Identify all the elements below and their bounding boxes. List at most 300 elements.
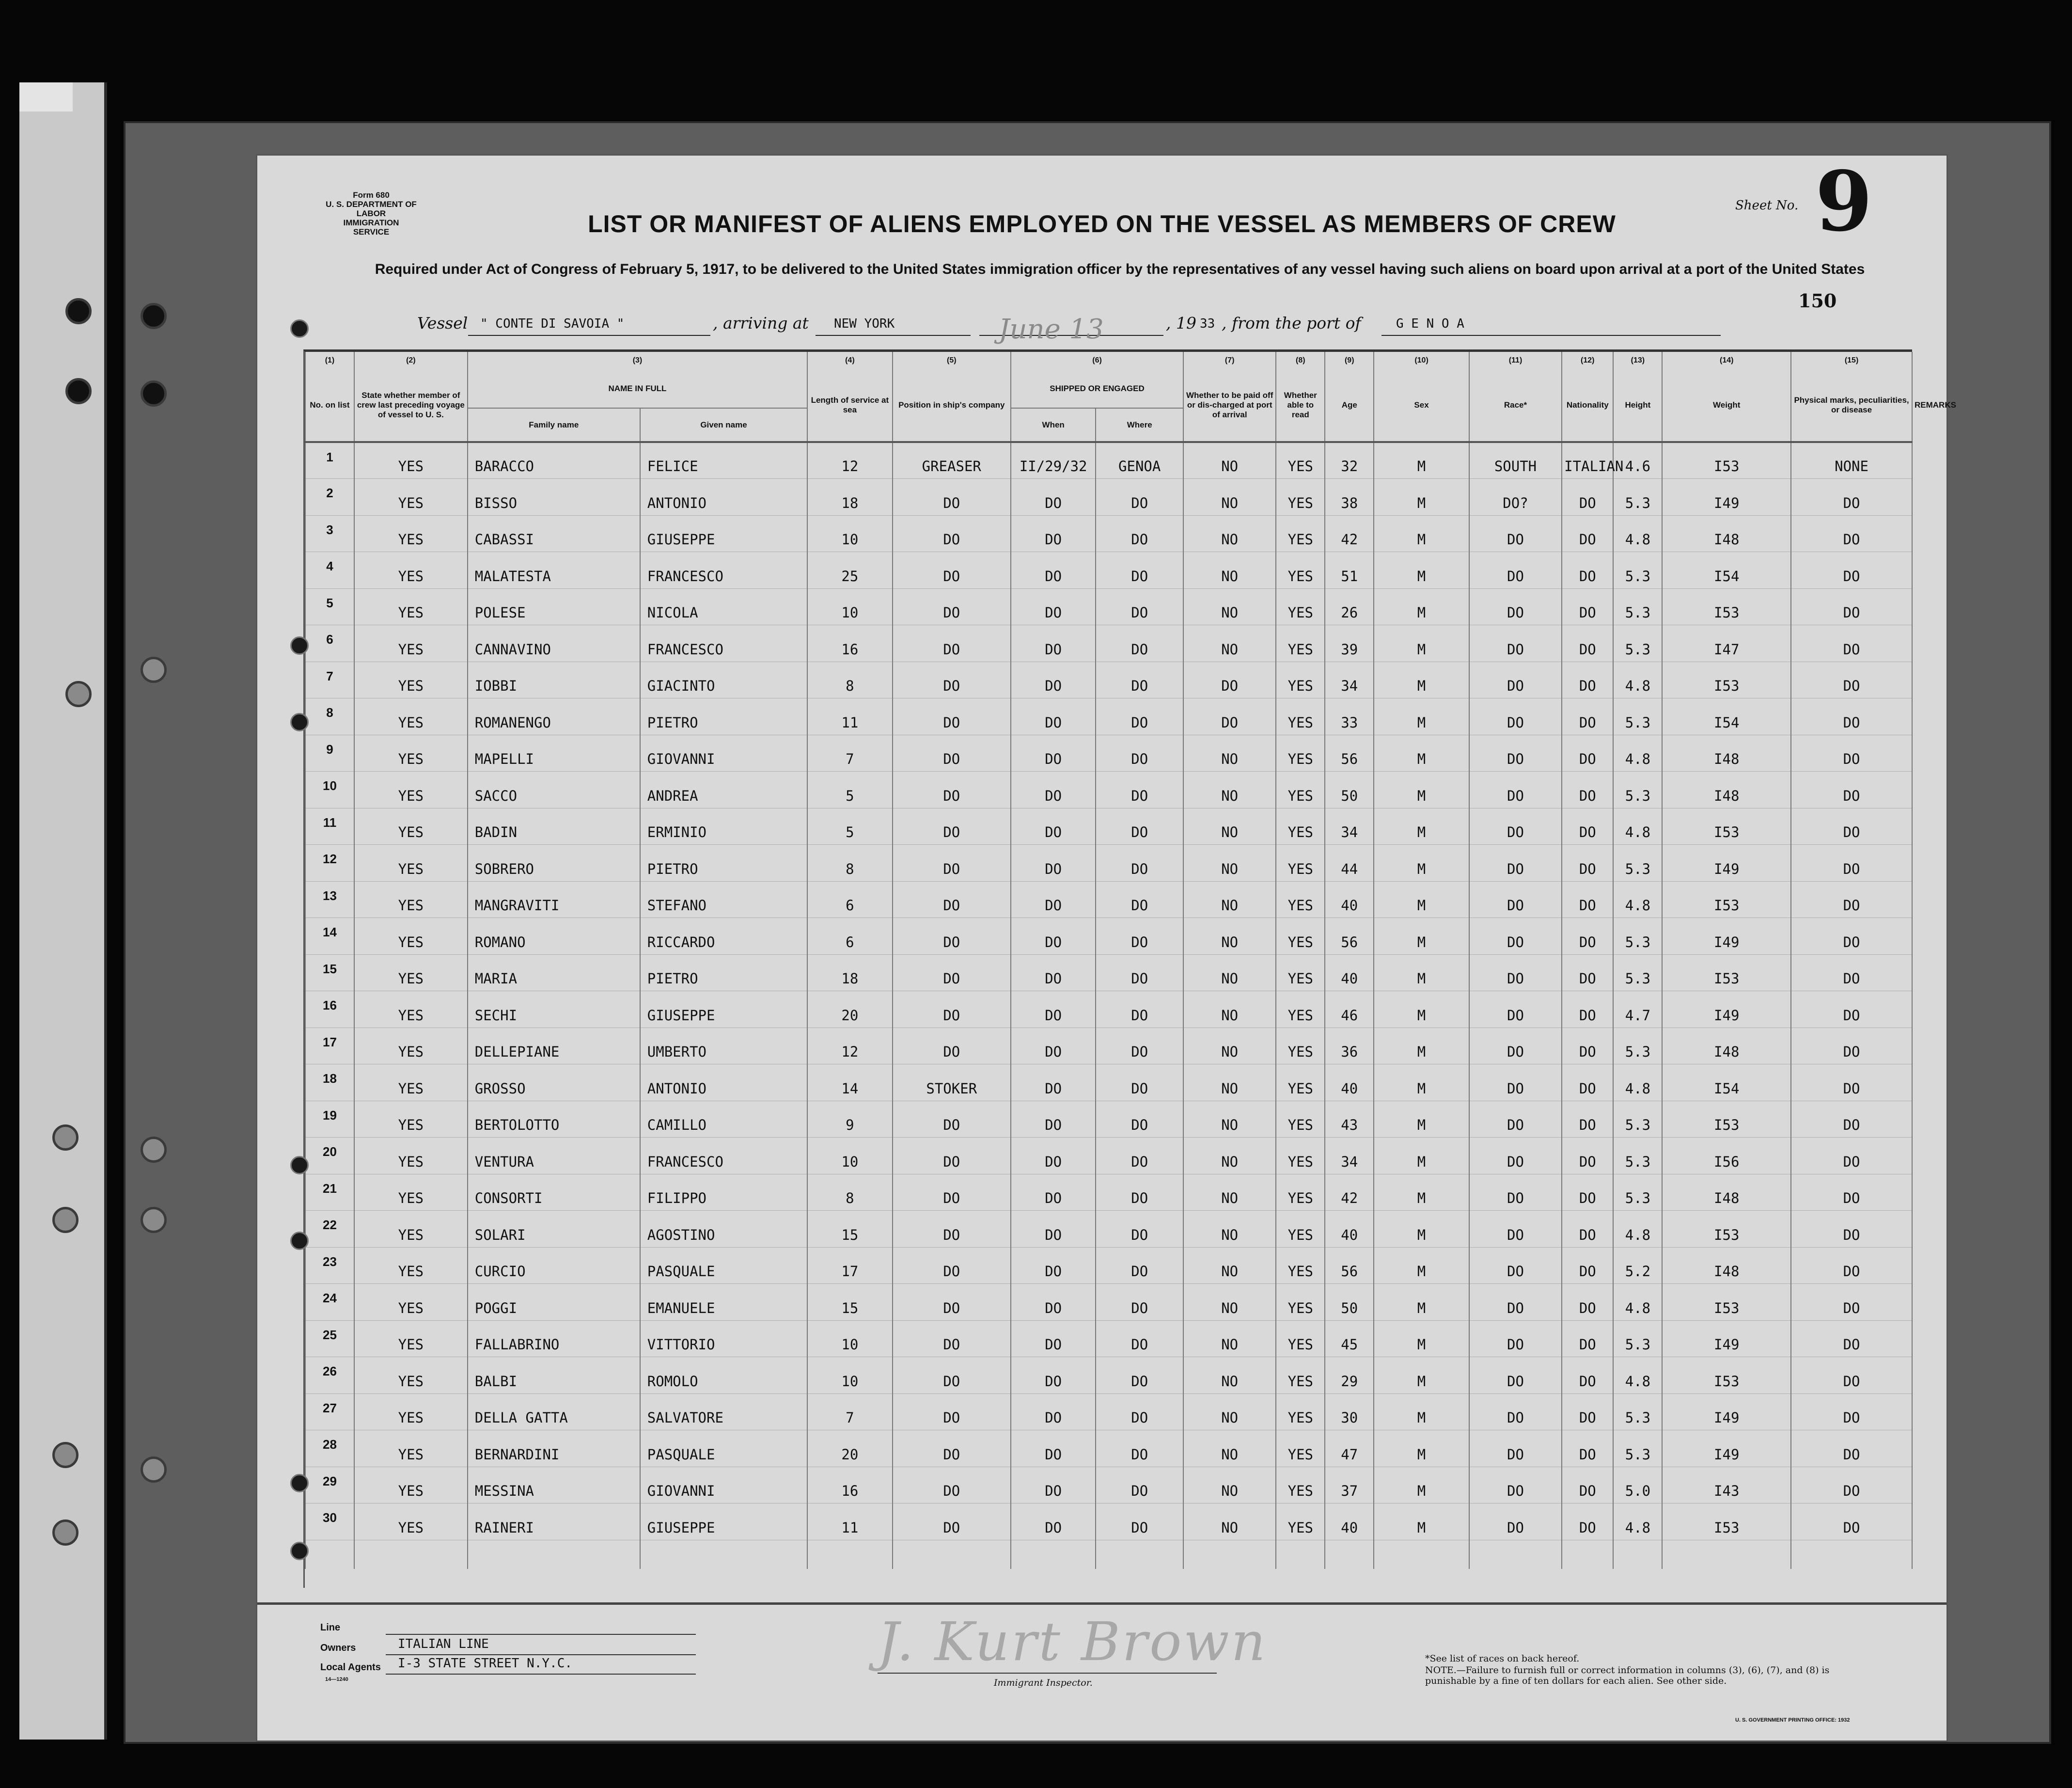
header-weight: Weight: [1662, 369, 1791, 442]
age-cell: 40: [1325, 881, 1374, 918]
nationality-cell: DO: [1562, 1503, 1613, 1540]
height-cell: 4.6: [1613, 442, 1662, 479]
physical-marks-cell: DO: [1791, 552, 1912, 589]
owners-label: Owners: [320, 1643, 356, 1653]
row-number-cell: 26: [305, 1357, 354, 1394]
nationality-cell: DO: [1562, 918, 1613, 955]
given-name-cell: GIOVANNI: [640, 1467, 807, 1503]
position-cell: DO: [893, 698, 1011, 735]
race-cell: DO: [1469, 918, 1562, 955]
given-name-cell: CAMILLO: [640, 1101, 807, 1138]
sex-cell: M: [1374, 808, 1469, 845]
binder-tab: [19, 82, 73, 111]
sex-cell: M: [1374, 1138, 1469, 1174]
from-port: G E N O A: [1396, 316, 1464, 331]
binder-hole: [65, 298, 92, 324]
family-name-cell: CONSORTI: [468, 1174, 640, 1211]
punch-mark: [290, 636, 309, 655]
table-row: [305, 625, 1912, 662]
length-of-service-cell: 10: [807, 515, 892, 552]
header-physical-marks: Physical marks, peculiarities, or disease: [1791, 369, 1912, 442]
sex-cell: M: [1374, 735, 1469, 772]
shipped-when-cell: DO: [1011, 1393, 1096, 1430]
paid-off-cell: NO: [1183, 1101, 1276, 1138]
row-number-cell: 18: [305, 1064, 354, 1101]
race-cell: DO: [1469, 1064, 1562, 1101]
sex-cell: M: [1374, 1284, 1469, 1321]
age-cell: 40: [1325, 954, 1374, 991]
blank-cell: [1469, 1540, 1562, 1569]
sex-cell: M: [1374, 954, 1469, 991]
nationality-cell: DO: [1562, 1028, 1613, 1064]
length-of-service-cell: 10: [807, 588, 892, 625]
nationality-cell: DO: [1562, 1393, 1613, 1430]
binder-hole: [141, 657, 167, 683]
race-cell: DO?: [1469, 479, 1562, 516]
race-cell: DO: [1469, 1028, 1562, 1064]
row-number-cell: 3: [305, 515, 354, 552]
physical-marks-cell: DO: [1791, 1101, 1912, 1138]
binder-hole: [141, 1137, 167, 1163]
physical-marks-cell: DO: [1791, 1430, 1912, 1467]
previous-voyage-cell: YES: [354, 1284, 468, 1321]
shipped-when-cell: DO: [1011, 845, 1096, 882]
family-name-cell: BARACCO: [468, 442, 640, 479]
family-name-cell: MALATESTA: [468, 552, 640, 589]
nationality-cell: DO: [1562, 625, 1613, 662]
able-to-read-cell: YES: [1276, 881, 1325, 918]
physical-marks-cell: DO: [1791, 479, 1912, 516]
punch-mark: [290, 713, 309, 731]
paid-off-cell: NO: [1183, 588, 1276, 625]
shipped-where-cell: DO: [1096, 1284, 1183, 1321]
weight-cell: I53: [1662, 662, 1791, 698]
physical-marks-cell: DO: [1791, 1247, 1912, 1284]
table-row: [305, 808, 1912, 845]
age-cell: 56: [1325, 918, 1374, 955]
signature-line: [878, 1673, 1217, 1674]
age-cell: 51: [1325, 552, 1374, 589]
paid-off-cell: NO: [1183, 808, 1276, 845]
row-number-cell: 25: [305, 1320, 354, 1357]
height-cell: 4.8: [1613, 662, 1662, 698]
position-cell: DO: [893, 1138, 1011, 1174]
family-name-cell: DELLEPIANE: [468, 1028, 640, 1064]
nationality-cell: DO: [1562, 991, 1613, 1028]
shipped-where-cell: DO: [1096, 552, 1183, 589]
position-cell: DO: [893, 588, 1011, 625]
weight-cell: I47: [1662, 625, 1791, 662]
physical-marks-cell: DO: [1791, 698, 1912, 735]
shipped-where-cell: DO: [1096, 1028, 1183, 1064]
sex-cell: M: [1374, 1393, 1469, 1430]
form-number: Form 680: [353, 190, 390, 200]
sex-cell: M: [1374, 552, 1469, 589]
shipped-where-cell: DO: [1096, 588, 1183, 625]
able-to-read-cell: YES: [1276, 808, 1325, 845]
nationality-cell: DO: [1562, 808, 1613, 845]
blank-cell: [640, 1540, 807, 1569]
arrival-year: 33: [1200, 316, 1215, 331]
length-of-service-cell: 5: [807, 808, 892, 845]
races-note: *See list of races on back hereof.: [1425, 1653, 1580, 1664]
shipped-where-cell: DO: [1096, 1138, 1183, 1174]
owners-value: ITALIAN LINE: [398, 1637, 489, 1651]
table-row: [305, 1028, 1912, 1064]
subtitle: Required under Act of Congress of February 5, 1917, to be delivered to the United States immigration officer by the representatives of any vessel having such aliens on board upon arrival at a port of the United States: [375, 261, 1865, 277]
table-row: [305, 1320, 1912, 1357]
binder-hole: [65, 378, 92, 404]
binder-hole: [52, 1519, 78, 1546]
height-cell: 4.8: [1613, 1211, 1662, 1248]
position-cell: DO: [893, 991, 1011, 1028]
shipped-when-cell: DO: [1011, 1430, 1096, 1467]
age-cell: 40: [1325, 1503, 1374, 1540]
table-row: [305, 1284, 1912, 1321]
line-label: Line: [320, 1622, 341, 1633]
previous-voyage-cell: YES: [354, 1174, 468, 1211]
paid-off-cell: NO: [1183, 1393, 1276, 1430]
shipped-where-cell: DO: [1096, 515, 1183, 552]
paid-off-cell: NO: [1183, 918, 1276, 955]
family-name-cell: ROMANO: [468, 918, 640, 955]
family-name-cell: BERNARDINI: [468, 1430, 640, 1467]
physical-marks-cell: DO: [1791, 918, 1912, 955]
nationality-cell: DO: [1562, 1357, 1613, 1394]
table-row: [305, 1503, 1912, 1540]
length-of-service-cell: 11: [807, 698, 892, 735]
previous-voyage-cell: YES: [354, 808, 468, 845]
previous-voyage-cell: YES: [354, 588, 468, 625]
weight-cell: I56: [1662, 1138, 1791, 1174]
header-position: Position in ship's company: [893, 369, 1011, 442]
height-cell: 5.3: [1613, 918, 1662, 955]
length-of-service-cell: 20: [807, 991, 892, 1028]
given-name-cell: GIUSEPPE: [640, 1503, 807, 1540]
position-cell: DO: [893, 1211, 1011, 1248]
line-field: [386, 1617, 696, 1635]
shipped-when-cell: DO: [1011, 588, 1096, 625]
table-row: [305, 1101, 1912, 1138]
row-number-cell: 16: [305, 991, 354, 1028]
shipped-where-cell: DO: [1096, 808, 1183, 845]
table-row: [305, 735, 1912, 772]
paid-off-cell: NO: [1183, 552, 1276, 589]
able-to-read-cell: YES: [1276, 1320, 1325, 1357]
row-number-cell: 27: [305, 1393, 354, 1430]
weight-cell: I49: [1662, 1320, 1791, 1357]
height-cell: 5.2: [1613, 1247, 1662, 1284]
race-cell: DO: [1469, 588, 1562, 625]
able-to-read-cell: YES: [1276, 954, 1325, 991]
physical-marks-cell: DO: [1791, 1174, 1912, 1211]
weight-cell: I53: [1662, 1284, 1791, 1321]
binder-strip: [19, 82, 107, 1740]
shipped-where-cell: DO: [1096, 845, 1183, 882]
able-to-read-cell: YES: [1276, 1467, 1325, 1503]
penalty-note: NOTE.—Failure to furnish full or correct information in columns (3), (6), (7), and (8) is punishable by a fine of ten dollars for each alien. See other side.: [1425, 1665, 1830, 1686]
manifest-sheet: [256, 153, 1956, 1742]
row-number-cell: 15: [305, 954, 354, 991]
column-number-row: (1) (2) (3) (4) (5) (6) (7) (8) (9) (10) (11) (12) (13) (14) (15): [305, 352, 1912, 369]
position-cell: DO: [893, 954, 1011, 991]
race-cell: DO: [1469, 735, 1562, 772]
race-cell: DO: [1469, 954, 1562, 991]
table-row: [305, 918, 1912, 955]
blank-cell: [1183, 1540, 1276, 1569]
blank-row: [305, 1540, 1912, 1569]
sex-cell: M: [1374, 1247, 1469, 1284]
race-cell: DO: [1469, 1284, 1562, 1321]
weight-cell: I53: [1662, 1503, 1791, 1540]
vessel-name: " CONTE DI SAVOIA ": [480, 316, 625, 331]
family-name-cell: MANGRAVITI: [468, 881, 640, 918]
able-to-read-cell: YES: [1276, 1393, 1325, 1430]
given-name-cell: ROMOLO: [640, 1357, 807, 1394]
blank-cell: [354, 1540, 468, 1569]
page-reference-number: 150: [1798, 290, 1837, 312]
height-cell: 5.3: [1613, 588, 1662, 625]
table-row: [305, 552, 1912, 589]
given-name-cell: RICCARDO: [640, 918, 807, 955]
age-cell: 40: [1325, 1064, 1374, 1101]
length-of-service-cell: 5: [807, 772, 892, 808]
able-to-read-cell: YES: [1276, 698, 1325, 735]
shipped-where-cell: DO: [1096, 735, 1183, 772]
length-of-service-cell: 9: [807, 1101, 892, 1138]
able-to-read-cell: YES: [1276, 1430, 1325, 1467]
weight-cell: I48: [1662, 1028, 1791, 1064]
weight-cell: I48: [1662, 772, 1791, 808]
row-number-cell: 13: [305, 881, 354, 918]
row-number-cell: 21: [305, 1174, 354, 1211]
given-name-cell: UMBERTO: [640, 1028, 807, 1064]
shipped-when-cell: DO: [1011, 552, 1096, 589]
sex-cell: M: [1374, 625, 1469, 662]
length-of-service-cell: 8: [807, 662, 892, 698]
weight-cell: I53: [1662, 808, 1791, 845]
sex-cell: M: [1374, 588, 1469, 625]
header-sex: Sex: [1374, 369, 1469, 442]
race-cell: DO: [1469, 515, 1562, 552]
paid-off-cell: DO: [1183, 698, 1276, 735]
paid-off-cell: NO: [1183, 954, 1276, 991]
previous-voyage-cell: YES: [354, 918, 468, 955]
height-cell: 5.3: [1613, 1174, 1662, 1211]
race-cell: SOUTH: [1469, 442, 1562, 479]
given-name-cell: FRANCESCO: [640, 625, 807, 662]
previous-voyage-cell: YES: [354, 1430, 468, 1467]
position-cell: DO: [893, 918, 1011, 955]
previous-voyage-cell: YES: [354, 1101, 468, 1138]
previous-voyage-cell: YES: [354, 845, 468, 882]
shipped-when-cell: DO: [1011, 735, 1096, 772]
length-of-service-cell: 12: [807, 1028, 892, 1064]
previous-voyage-cell: YES: [354, 1467, 468, 1503]
given-name-cell: FELICE: [640, 442, 807, 479]
previous-voyage-cell: YES: [354, 1138, 468, 1174]
length-of-service-cell: 6: [807, 918, 892, 955]
given-name-cell: VITTORIO: [640, 1320, 807, 1357]
length-of-service-cell: 6: [807, 881, 892, 918]
age-cell: 44: [1325, 845, 1374, 882]
header-name-in-full: NAME IN FULL: [468, 369, 807, 408]
paid-off-cell: NO: [1183, 1028, 1276, 1064]
shipped-when-cell: DO: [1011, 1174, 1096, 1211]
able-to-read-cell: YES: [1276, 1174, 1325, 1211]
height-cell: 4.8: [1613, 1284, 1662, 1321]
paid-off-cell: NO: [1183, 1211, 1276, 1248]
blank-cell: [1011, 1540, 1096, 1569]
table-row: [305, 1430, 1912, 1467]
age-cell: 32: [1325, 442, 1374, 479]
age-cell: 36: [1325, 1028, 1374, 1064]
row-number-cell: 7: [305, 662, 354, 698]
nationality-cell: DO: [1562, 1247, 1613, 1284]
previous-voyage-cell: YES: [354, 735, 468, 772]
previous-voyage-cell: YES: [354, 1393, 468, 1430]
shipped-where-cell: DO: [1096, 1357, 1183, 1394]
sex-cell: M: [1374, 1503, 1469, 1540]
given-name-cell: ANTONIO: [640, 1064, 807, 1101]
page-title: LIST OR MANIFEST OF ALIENS EMPLOYED ON THE VESSEL AS MEMBERS OF CREW: [588, 210, 1616, 237]
able-to-read-cell: YES: [1276, 991, 1325, 1028]
family-name-cell: VENTURA: [468, 1138, 640, 1174]
paid-off-cell: NO: [1183, 1138, 1276, 1174]
nationality-cell: DO: [1562, 1101, 1613, 1138]
blank-cell: [1374, 1540, 1469, 1569]
binder-hole: [141, 380, 167, 407]
shipped-where-cell: DO: [1096, 772, 1183, 808]
able-to-read-cell: YES: [1276, 1028, 1325, 1064]
position-cell: DO: [893, 808, 1011, 845]
binder-hole: [65, 681, 92, 707]
sex-cell: M: [1374, 479, 1469, 516]
race-cell: DO: [1469, 772, 1562, 808]
weight-cell: I53: [1662, 1357, 1791, 1394]
given-name-cell: PIETRO: [640, 954, 807, 991]
position-cell: DO: [893, 552, 1011, 589]
age-cell: 47: [1325, 1430, 1374, 1467]
weight-cell: I43: [1662, 1467, 1791, 1503]
binder-hole: [141, 1456, 167, 1483]
header-where: Where: [1096, 408, 1183, 442]
row-number-cell: 10: [305, 772, 354, 808]
row-number-cell: 30: [305, 1503, 354, 1540]
nationality-cell: DO: [1562, 735, 1613, 772]
race-cell: DO: [1469, 881, 1562, 918]
age-cell: 42: [1325, 515, 1374, 552]
weight-cell: I49: [1662, 1393, 1791, 1430]
sex-cell: M: [1374, 515, 1469, 552]
weight-cell: I48: [1662, 515, 1791, 552]
previous-voyage-cell: YES: [354, 1503, 468, 1540]
shipped-when-cell: DO: [1011, 1138, 1096, 1174]
length-of-service-cell: 10: [807, 1357, 892, 1394]
manifest-table: [303, 349, 1956, 1588]
shipped-when-cell: DO: [1011, 918, 1096, 955]
previous-voyage-cell: YES: [354, 881, 468, 918]
length-of-service-cell: 16: [807, 625, 892, 662]
given-name-cell: PIETRO: [640, 845, 807, 882]
age-cell: 34: [1325, 1138, 1374, 1174]
binder-hole: [52, 1207, 78, 1233]
race-cell: DO: [1469, 808, 1562, 845]
weight-cell: I54: [1662, 698, 1791, 735]
shipped-when-cell: DO: [1011, 625, 1096, 662]
table-row: [305, 954, 1912, 991]
punch-mark: [290, 319, 309, 338]
able-to-read-cell: YES: [1276, 918, 1325, 955]
position-cell: DO: [893, 1101, 1011, 1138]
sex-cell: M: [1374, 1430, 1469, 1467]
age-cell: 43: [1325, 1101, 1374, 1138]
race-cell: DO: [1469, 698, 1562, 735]
previous-voyage-cell: YES: [354, 954, 468, 991]
blank-cell: [1325, 1540, 1374, 1569]
table-row: [305, 1467, 1912, 1503]
physical-marks-cell: DO: [1791, 808, 1912, 845]
sheet-number: 9: [1815, 153, 1873, 250]
family-name-cell: POLESE: [468, 588, 640, 625]
previous-voyage-cell: YES: [354, 1320, 468, 1357]
paid-off-cell: NO: [1183, 1430, 1276, 1467]
shipped-where-cell: DO: [1096, 698, 1183, 735]
nationality-cell: DO: [1562, 772, 1613, 808]
race-cell: DO: [1469, 1467, 1562, 1503]
paid-off-cell: NO: [1183, 1247, 1276, 1284]
physical-marks-cell: DO: [1791, 1211, 1912, 1248]
table-row: [305, 515, 1912, 552]
position-cell: DO: [893, 625, 1011, 662]
physical-marks-cell: DO: [1791, 515, 1912, 552]
nationality-cell: DO: [1562, 588, 1613, 625]
table-row: [305, 588, 1912, 625]
nationality-cell: DO: [1562, 1138, 1613, 1174]
shipped-where-cell: DO: [1096, 479, 1183, 516]
race-cell: DO: [1469, 1430, 1562, 1467]
height-cell: 5.3: [1613, 1430, 1662, 1467]
shipped-where-cell: DO: [1096, 1393, 1183, 1430]
position-cell: DO: [893, 881, 1011, 918]
inspector-signature: J. Kurt Brown: [878, 1611, 1268, 1673]
able-to-read-cell: YES: [1276, 662, 1325, 698]
race-cell: DO: [1469, 1138, 1562, 1174]
shipped-where-cell: DO: [1096, 1064, 1183, 1101]
length-of-service-cell: 11: [807, 1503, 892, 1540]
able-to-read-cell: YES: [1276, 1284, 1325, 1321]
blank-cell: [1662, 1540, 1791, 1569]
family-name-cell: CURCIO: [468, 1247, 640, 1284]
shipped-when-cell: DO: [1011, 1028, 1096, 1064]
blank-cell: [1276, 1540, 1325, 1569]
height-cell: 5.3: [1613, 1138, 1662, 1174]
table-row: [305, 698, 1912, 735]
family-name-cell: IOBBI: [468, 662, 640, 698]
header-shipped-or-engaged: SHIPPED OR ENGAGED: [1011, 369, 1183, 408]
able-to-read-cell: YES: [1276, 1101, 1325, 1138]
nationality-cell: DO: [1562, 552, 1613, 589]
family-name-cell: SOBRERO: [468, 845, 640, 882]
age-cell: 50: [1325, 1284, 1374, 1321]
previous-voyage-cell: YES: [354, 479, 468, 516]
age-cell: 50: [1325, 772, 1374, 808]
nationality-cell: DO: [1562, 1430, 1613, 1467]
age-cell: 33: [1325, 698, 1374, 735]
given-name-cell: GIOVANNI: [640, 735, 807, 772]
previous-voyage-cell: YES: [354, 1064, 468, 1101]
physical-marks-cell: DO: [1791, 954, 1912, 991]
